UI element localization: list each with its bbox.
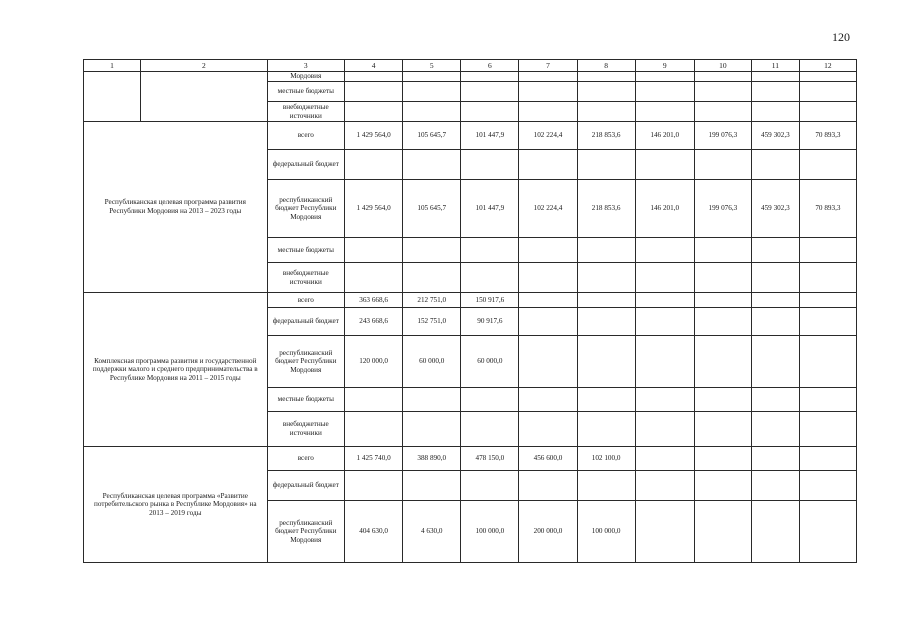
page-number: 120 xyxy=(832,30,850,44)
funding-source: федеральный бюджет xyxy=(267,150,345,180)
amount-cell: 404 630,0 xyxy=(345,501,403,563)
amount-cell xyxy=(577,336,635,388)
amount-cell xyxy=(751,308,799,336)
amount-cell xyxy=(461,102,519,122)
amount-cell xyxy=(635,388,694,412)
amount-cell xyxy=(799,412,856,447)
amount-cell xyxy=(799,388,856,412)
amount-cell xyxy=(403,263,461,293)
table-row xyxy=(84,122,857,150)
amount-cell: 105 645,7 xyxy=(403,180,461,238)
amount-cell xyxy=(519,388,577,412)
amount-cell xyxy=(461,263,519,293)
amount-cell xyxy=(635,412,694,447)
amount-cell xyxy=(751,263,799,293)
amount-cell: 105 645,7 xyxy=(403,122,461,150)
column-number: 10 xyxy=(694,60,751,72)
amount-cell xyxy=(694,293,751,308)
amount-cell xyxy=(635,150,694,180)
amount-cell: 100 000,0 xyxy=(461,501,519,563)
amount-cell: 212 751,0 xyxy=(403,293,461,308)
amount-cell: 388 890,0 xyxy=(403,447,461,471)
column-number: 1 xyxy=(84,60,141,72)
column-number-row xyxy=(84,60,857,72)
amount-cell xyxy=(799,82,856,102)
amount-cell xyxy=(799,501,856,563)
funding-source: внебюджетные источники xyxy=(267,263,345,293)
amount-cell xyxy=(345,388,403,412)
amount-cell: 102 224,4 xyxy=(519,180,577,238)
amount-cell xyxy=(577,308,635,336)
amount-cell xyxy=(577,150,635,180)
amount-cell xyxy=(345,72,403,82)
funding-source: местные бюджеты xyxy=(267,388,345,412)
amount-cell xyxy=(461,471,519,501)
amount-cell: 90 917,6 xyxy=(461,308,519,336)
amount-cell xyxy=(799,293,856,308)
amount-cell xyxy=(751,471,799,501)
amount-cell: 1 429 564,0 xyxy=(345,122,403,150)
amount-cell xyxy=(519,82,577,102)
program-name: Республиканская целевая программа «Развитие потребительского рынка в Республике Мордовия» на 2013 – 2019 годы xyxy=(84,447,268,563)
amount-cell xyxy=(577,82,635,102)
amount-cell xyxy=(403,72,461,82)
amount-cell: 243 668,6 xyxy=(345,308,403,336)
column-number: 11 xyxy=(751,60,799,72)
amount-cell xyxy=(751,72,799,82)
amount-cell xyxy=(694,82,751,102)
amount-cell: 60 000,0 xyxy=(403,336,461,388)
column-number: 7 xyxy=(519,60,577,72)
amount-cell xyxy=(799,471,856,501)
amount-cell xyxy=(635,72,694,82)
amount-cell xyxy=(461,412,519,447)
amount-cell: 1 425 740,0 xyxy=(345,447,403,471)
amount-cell xyxy=(694,388,751,412)
amount-cell xyxy=(403,471,461,501)
amount-cell xyxy=(635,293,694,308)
amount-cell xyxy=(751,82,799,102)
amount-cell xyxy=(461,238,519,263)
amount-cell xyxy=(635,336,694,388)
amount-cell xyxy=(694,336,751,388)
table-row xyxy=(84,447,857,471)
amount-cell: 199 076,3 xyxy=(694,122,751,150)
program-name: Республиканская целевая программа развития Республики Мордовия на 2013 – 2023 годы xyxy=(84,122,268,293)
amount-cell xyxy=(519,72,577,82)
funding-source: местные бюджеты xyxy=(267,82,345,102)
column-number: 4 xyxy=(345,60,403,72)
amount-cell xyxy=(345,471,403,501)
amount-cell: 363 668,6 xyxy=(345,293,403,308)
amount-cell xyxy=(799,447,856,471)
amount-cell xyxy=(751,501,799,563)
amount-cell: 146 201,0 xyxy=(635,180,694,238)
amount-cell xyxy=(635,447,694,471)
amount-cell xyxy=(635,501,694,563)
amount-cell xyxy=(519,336,577,388)
amount-cell xyxy=(577,72,635,82)
amount-cell xyxy=(345,412,403,447)
amount-cell xyxy=(461,82,519,102)
amount-cell xyxy=(577,388,635,412)
amount-cell: 218 853,6 xyxy=(577,180,635,238)
amount-cell xyxy=(694,412,751,447)
amount-cell: 70 893,3 xyxy=(799,122,856,150)
amount-cell xyxy=(751,336,799,388)
column-number: 12 xyxy=(799,60,856,72)
amount-cell xyxy=(461,72,519,82)
funding-source: Мордовия xyxy=(267,72,345,82)
amount-cell: 456 600,0 xyxy=(519,447,577,471)
amount-cell xyxy=(519,412,577,447)
amount-cell xyxy=(799,238,856,263)
amount-cell xyxy=(635,82,694,102)
column-number: 3 xyxy=(267,60,345,72)
column-number: 2 xyxy=(141,60,267,72)
funding-source: всего xyxy=(267,122,345,150)
amount-cell xyxy=(519,471,577,501)
amount-cell xyxy=(799,150,856,180)
funding-source: местные бюджеты xyxy=(267,238,345,263)
amount-cell: 101 447,9 xyxy=(461,122,519,150)
amount-cell: 102 100,0 xyxy=(577,447,635,471)
funding-source: всего xyxy=(267,293,345,308)
amount-cell xyxy=(403,82,461,102)
amount-cell xyxy=(751,447,799,471)
amount-cell xyxy=(403,412,461,447)
column-number: 5 xyxy=(403,60,461,72)
amount-cell xyxy=(799,263,856,293)
amount-cell xyxy=(799,72,856,82)
amount-cell xyxy=(345,238,403,263)
amount-cell xyxy=(403,238,461,263)
amount-cell xyxy=(403,150,461,180)
amount-cell: 150 917,6 xyxy=(461,293,519,308)
amount-cell xyxy=(577,471,635,501)
amount-cell xyxy=(799,308,856,336)
funding-source: федеральный бюджет xyxy=(267,471,345,501)
column-number: 8 xyxy=(577,60,635,72)
amount-cell xyxy=(751,388,799,412)
amount-cell xyxy=(694,102,751,122)
amount-cell: 459 302,3 xyxy=(751,122,799,150)
amount-cell xyxy=(345,263,403,293)
amount-cell xyxy=(751,293,799,308)
amount-cell xyxy=(577,263,635,293)
funding-source: республиканский бюджет Республики Мордовия xyxy=(267,336,345,388)
amount-cell: 4 630,0 xyxy=(403,501,461,563)
amount-cell xyxy=(577,102,635,122)
program-name-cell xyxy=(141,72,267,122)
funding-source: республиканский бюджет Республики Мордовия xyxy=(267,180,345,238)
amount-cell xyxy=(461,388,519,412)
amount-cell xyxy=(751,412,799,447)
amount-cell: 459 302,3 xyxy=(751,180,799,238)
amount-cell xyxy=(461,150,519,180)
funding-source: внебюджетные источники xyxy=(267,102,345,122)
amount-cell: 218 853,6 xyxy=(577,122,635,150)
amount-cell xyxy=(694,501,751,563)
amount-cell xyxy=(694,447,751,471)
amount-cell xyxy=(519,293,577,308)
amount-cell xyxy=(345,102,403,122)
amount-cell xyxy=(694,308,751,336)
amount-cell xyxy=(751,102,799,122)
amount-cell xyxy=(694,471,751,501)
program-name: Комплексная программа развития и государственной поддержки малого и среднего предпринимательства в Республике Мордовия на 2011 – 2015 годы xyxy=(84,293,268,447)
amount-cell: 199 076,3 xyxy=(694,180,751,238)
amount-cell xyxy=(345,82,403,102)
amount-cell xyxy=(799,102,856,122)
amount-cell: 120 000,0 xyxy=(345,336,403,388)
amount-cell xyxy=(635,263,694,293)
amount-cell xyxy=(577,412,635,447)
budget-table xyxy=(83,59,857,563)
amount-cell: 60 000,0 xyxy=(461,336,519,388)
amount-cell: 70 893,3 xyxy=(799,180,856,238)
amount-cell xyxy=(635,471,694,501)
funding-source: федеральный бюджет xyxy=(267,308,345,336)
amount-cell xyxy=(403,102,461,122)
amount-cell xyxy=(403,388,461,412)
amount-cell xyxy=(751,150,799,180)
amount-cell xyxy=(799,336,856,388)
amount-cell xyxy=(519,308,577,336)
funding-source: республиканский бюджет Республики Мордовия xyxy=(267,501,345,563)
amount-cell xyxy=(635,308,694,336)
amount-cell xyxy=(635,238,694,263)
funding-source: всего xyxy=(267,447,345,471)
amount-cell xyxy=(519,263,577,293)
amount-cell xyxy=(519,238,577,263)
amount-cell xyxy=(751,238,799,263)
amount-cell: 100 000,0 xyxy=(577,501,635,563)
amount-cell: 101 447,9 xyxy=(461,180,519,238)
amount-cell xyxy=(519,102,577,122)
amount-cell xyxy=(577,293,635,308)
amount-cell xyxy=(694,263,751,293)
amount-cell: 200 000,0 xyxy=(519,501,577,563)
amount-cell xyxy=(345,150,403,180)
amount-cell xyxy=(577,238,635,263)
program-number-cell xyxy=(84,72,141,122)
amount-cell: 146 201,0 xyxy=(635,122,694,150)
amount-cell xyxy=(694,238,751,263)
amount-cell: 102 224,4 xyxy=(519,122,577,150)
amount-cell xyxy=(519,150,577,180)
funding-source: внебюджетные источники xyxy=(267,412,345,447)
amount-cell xyxy=(635,102,694,122)
amount-cell xyxy=(694,150,751,180)
column-number: 6 xyxy=(461,60,519,72)
table-row xyxy=(84,72,857,82)
table-row xyxy=(84,293,857,308)
amount-cell: 152 751,0 xyxy=(403,308,461,336)
amount-cell xyxy=(694,72,751,82)
amount-cell: 478 150,0 xyxy=(461,447,519,471)
amount-cell: 1 429 564,0 xyxy=(345,180,403,238)
column-number: 9 xyxy=(635,60,694,72)
